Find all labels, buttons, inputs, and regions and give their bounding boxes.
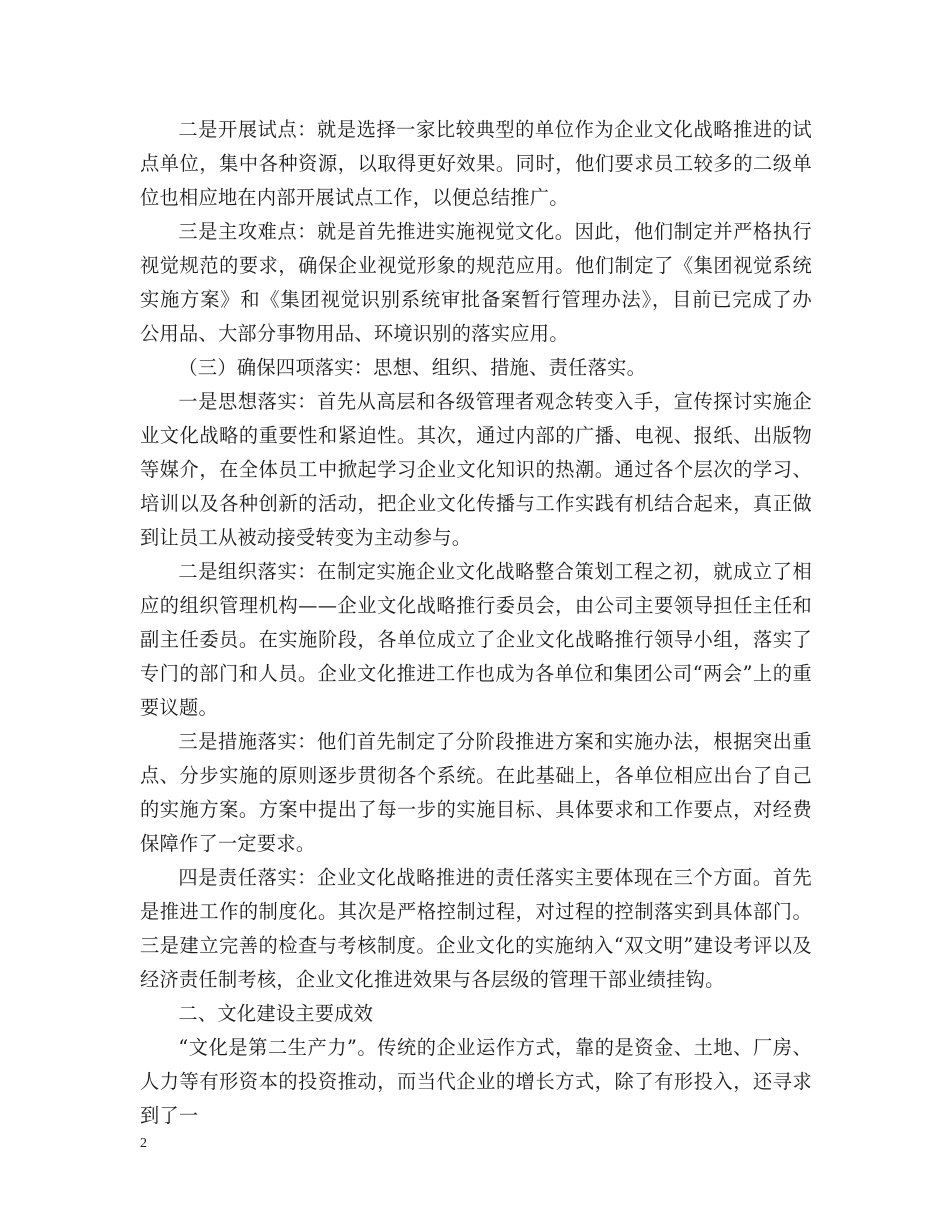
paragraph-responsibility-implementation: 四是责任落实：企业文化战略推进的责任落实主要体现在三个方面。首先是推进工作的制度化。其次是严格控制过程，对过程的控制落实到具体部门。三是建立完善的检查与考核制度。企业文化的实施纳入“双文明”建设考评以及经济责任制考核，企业文化推进效果与各层级的管理干部业绩挂钩。 <box>140 866 812 991</box>
paragraph-thought-implementation: 一是思想落实：首先从高层和各级管理者观念转变入手，宣传探讨实施企业文化战略的重要性和紧迫性。其次，通过内部的广播、电视、报纸、出版物等媒介，在全体员工中掀起学习企业文化知识的热潮。通过各个层次的学习、培训以及各种创新的活动，把企业文化传播与工作实践有机结合起来，真正做到让员工从被动接受转变为主动参与。 <box>140 390 812 549</box>
paragraph-second-productivity: “文化是第二生产力”。传统的企业运作方式，靠的是资金、土地、厂房、人力等有形资本的投资推动，而当代企业的增长方式，除了有形投入，还寻求到了一 <box>140 1036 812 1127</box>
section-heading-achievements: 二、文化建设主要成效 <box>178 1002 374 1025</box>
page-number: 2 <box>140 1136 147 1151</box>
paragraph-organization-implementation: 二是组织落实：在制定实施企业文化战略整合策划工程之初，就成立了相应的组织管理机构——企业文化战略推行委员会，由公司主要领导担任主任和副主任委员。在实施阶段，各单位成立了企业文化战略推行领导小组，落实了专门的部门和人员。企业文化推进工作也成为各单位和集团公司“两会”上的重要议题。 <box>140 560 812 719</box>
document-body <box>140 113 812 1133</box>
paragraph-measures-implementation: 三是措施落实：他们首先制定了分阶段推进方案和实施办法，根据突出重点、分步实施的原则逐步贯彻各个系统。在此基础上，各单位相应出台了自己的实施方案。方案中提出了每一步的实施目标、具体要求和工作要点，对经费保障作了一定要求。 <box>140 730 812 855</box>
paragraph-pilot: 二是开展试点：就是选择一家比较典型的单位作为企业文化战略推进的试点单位，集中各种资源，以取得更好效果。同时，他们要求员工较多的二级单位也相应地在内部开展试点工作，以便总结推广。 <box>140 118 812 209</box>
paragraph-visual-culture: 三是主攻难点：就是首先推进实施视觉文化。因此，他们制定并严格执行视觉规范的要求，确保企业视觉形象的规范应用。他们制定了《集团视觉系统实施方案》和《集团视觉识别系统审批备案暂行管理办法》，目前已完成了办公用品、大部分事物用品、环境识别的落实应用。 <box>140 220 812 345</box>
section-heading-four-implementations: （三）确保四项落实：思想、组织、措施、责任落实。 <box>178 356 647 379</box>
